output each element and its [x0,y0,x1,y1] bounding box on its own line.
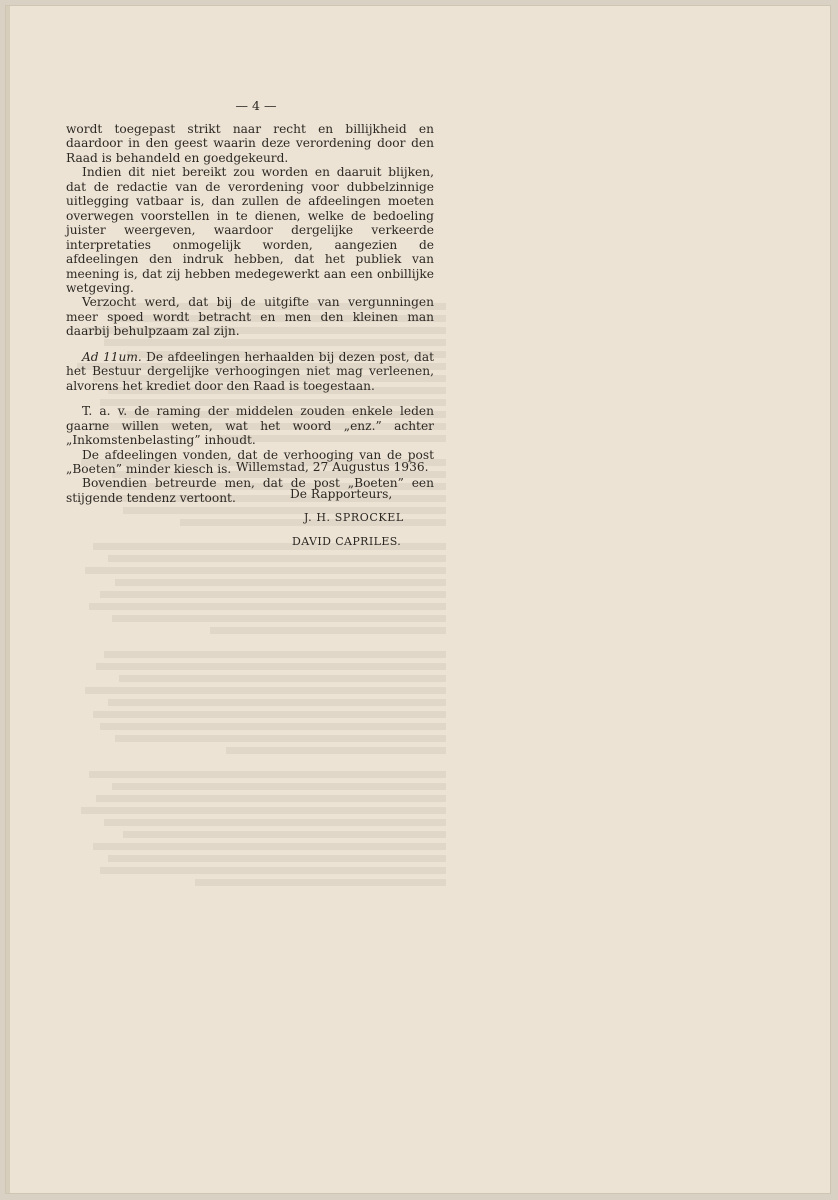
show-through-line [104,819,446,826]
show-through-line [85,687,446,694]
show-through-line [89,771,446,778]
place-and-date: Willemstad, 27 Augustus 1936. [236,460,429,474]
signatory-role: De Rapporteurs, [290,487,393,501]
signatory-name-1: J. H. SPROCKEL [304,511,404,524]
show-through-line [210,627,446,634]
paragraph-2-text: Indien dit niet bereikt zou worden en daaruit blijken, dat de redactie van de verordening voor dubbelzinnige uitlegging vatbaar is, dan zullen de afdeelingen moeten overwegen voorstellen in te dienen, welke de bedoeling juister weergeven, waardoor dergelijke verkeerde interpretaties onmogelijk worden, aangezien de afdeelingen den indruk hebben, dat het publiek van meening is, dat zij hebben medegewerkt aan een onbillijke wetgeving. [66,165,434,295]
paragraph-3-text: Verzocht werd, dat bij de uitgifte van vergunningen meer spoed wordt betracht en men den kleinen man daarbij behulpzaam zal zijn. [66,295,434,339]
show-through-line [115,735,446,742]
signatory-name-2: DAVID CAPRILES. [292,535,402,548]
paragraph-2 [66,165,434,295]
show-through-line [100,591,446,598]
show-through-line [81,807,446,814]
show-through-line [112,615,446,622]
paragraph-1-text: wordt toegepast strikt naar recht en billijkheid en daardoor in den geest waarin deze verordening door den Raad is behandeld en goedgekeurd. [66,122,434,165]
show-through-line [100,723,446,730]
paragraph-4 [66,350,434,393]
show-through-line [195,879,446,886]
show-through-line [112,783,446,790]
paragraph-5 [66,404,434,447]
body-text [66,122,434,505]
paragraph-6-text: De afdeelingen vonden, dat de verhooging van de post „Boeten” minder kiesch is. [66,447,434,476]
paragraph-5-text: T. a. v. de raming der middelen zouden enkele leden gaarne willen weten, wat het woord „enz.” achter „Inkomstenbelasting” inhoudt. [66,404,434,448]
page-number: — 4 — [235,98,277,113]
paragraph-4-lead: Ad 11um. [82,349,142,364]
show-through-line [108,699,446,706]
show-through-line [226,747,446,754]
show-through-line [93,843,446,850]
show-through-line [85,567,446,574]
paragraph-3 [66,295,434,338]
show-through-line [96,795,446,802]
show-through-line [119,675,446,682]
show-through-line [108,855,446,862]
paragraph-4-text: De afdeelingen herhaalden bij dezen post, dat het Bestuur dergelijke verhoogingen niet mag verleenen, alvorens het krediet door den Raad is toegestaan. [66,349,434,393]
document-page [5,5,831,1194]
paragraph-1 [66,122,434,165]
show-through-line [123,831,446,838]
show-through-line [115,579,446,586]
show-through-line [104,651,446,658]
paragraph-7-text: Bovendien betreurde men, dat de post „Boeten” een stijgende tendenz vertoont. [66,476,434,505]
show-through-line [100,867,446,874]
show-through-line [108,555,446,562]
show-through-line [93,711,446,718]
show-through-line [89,603,446,610]
show-through-line [96,663,446,670]
page-edge-left [6,6,10,1194]
